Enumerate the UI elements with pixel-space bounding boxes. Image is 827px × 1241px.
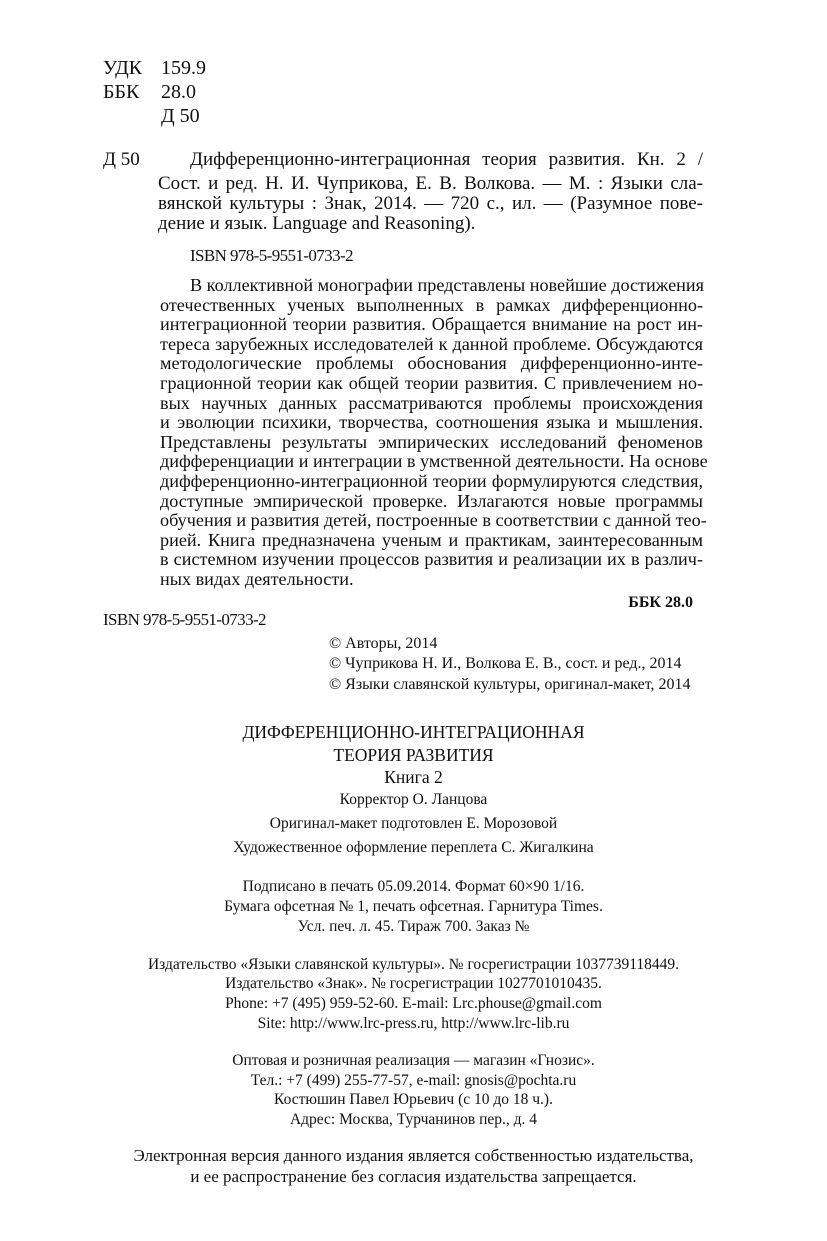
annotation-line: обучения и развития детей, построенные в соответствии с данной тео- — [160, 510, 707, 531]
annotation-line: рией. Книга предназначена ученым и практикам, заинтересованным — [160, 529, 703, 550]
author-mark-row — [103, 104, 200, 128]
bib-line: вянской культуры : Знак, 2014. — 720 с., ил. — (Разумное пове- — [158, 193, 703, 214]
bbk-row — [103, 80, 196, 104]
publisher-line: Издательство «Знак». № госрегистрации 1027701010435. — [225, 975, 602, 992]
publisher-line: Site: http://www.lrc-press.ru, http://www.lrc-lib.ru — [257, 1015, 570, 1032]
bbk-label: ББК — [103, 81, 140, 103]
annotation-line: методологические проблемы обоснования дифференционно-инте- — [160, 353, 703, 374]
annotation-line: вых научных данных рассматриваются проблемы происхождения — [160, 392, 703, 413]
publisher-line: Phone: +7 (495) 959-52-60. E-mail: Lrc.phouse@gmail.com — [225, 995, 602, 1012]
annotation-line: в системном изучении процессов развития и реализации их в различ- — [160, 549, 703, 570]
imprint-layout: Оригинал-макет подготовлен Е. Морозовой — [269, 815, 558, 832]
author-mark: Д 50 — [161, 105, 200, 127]
bib-line: дение и язык. Language and Reasoning). — [158, 213, 476, 234]
imprint-design: Художественное оформление переплета С. Жигалкина — [233, 839, 594, 856]
annotation-line: доступные эмпирической проверке. Излагаются новые программы — [160, 490, 703, 511]
copyright-line: © Языки славянской культуры, оригинал-макет, 2014 — [329, 676, 691, 693]
bbk-value: 28.0 — [161, 81, 196, 103]
bib-line: Дифференционно-интеграционная теория развития. Кн. 2 / — [190, 149, 703, 170]
print-info: Усл. печ. л. 45. Тираж 700. Заказ № — [297, 918, 530, 935]
sales-line: Адрес: Москва, Турчанинов пер., д. 4 — [289, 1111, 538, 1128]
udk-value: 159.9 — [161, 57, 206, 79]
sales-line: Оптовая и розничная реализация — магазин «Гнозис». — [232, 1052, 595, 1069]
sales-line: Тел.: +7 (499) 255-77-57, e-mail: gnosis@pochta.ru — [250, 1072, 577, 1089]
bbk-bottom: ББК 28.0 — [628, 594, 693, 611]
imprint-corrector: Корректор О. Ланцова — [339, 791, 488, 808]
isbn-main: ISBN 978-5-9551-0733-2 — [103, 610, 266, 629]
annotation-line: тереса зарубежных исследователей к данной проблеме. Обсуждаются — [160, 333, 703, 354]
imprint-title: ТЕОРИЯ РАЗВИТИЯ — [333, 745, 494, 765]
bib-mark: Д 50 — [103, 149, 140, 170]
copyright-line: © Авторы, 2014 — [329, 635, 438, 652]
footer-notice: и ее распространение без согласия издательства запрещается. — [190, 1167, 637, 1186]
bib-line: Сост. и ред. Н. И. Чуприкова, Е. В. Волкова. — М. : Языки сла- — [158, 173, 703, 194]
annotation-line: дифференциации и интеграции в умственной деятельности. На основе — [160, 451, 708, 472]
bib-isbn: ISBN 978-5-9551-0733-2 — [190, 246, 353, 265]
annotation-line: отечественных ученых выполненных в рамках дифференционно- — [160, 294, 703, 315]
annotation-line: дифференционно-интеграционной теории формулируются следствия, — [160, 471, 703, 491]
imprint-book: Книга 2 — [384, 767, 443, 787]
imprint-title: ДИФФЕРЕНЦИОННО-ИНТЕГРАЦИОННАЯ — [242, 722, 585, 742]
annotation-line: ных видах деятельности. — [160, 569, 354, 589]
print-info: Подписано в печать 05.09.2014. Формат 60×90 1/16. — [242, 878, 585, 895]
copyright-line: © Чуприкова Н. И., Волкова Е. В., сост. и ред., 2014 — [329, 655, 682, 672]
footer-notice: Электронная версия данного издания является собственностью издательства, — [133, 1146, 694, 1165]
annotation-line: грационной теории как общей теории развития. С привлечением но- — [160, 373, 703, 393]
sales-line: Костюшин Павел Юрьевич (с 10 до 18 ч.). — [274, 1091, 553, 1108]
udk-label: УДК — [103, 57, 143, 79]
print-info: Бумага офсетная № 1, печать офсетная. Гарнитура Times. — [224, 898, 603, 915]
udk-row — [103, 56, 206, 80]
publisher-line: Издательство «Языки славянской культуры». № госрегистрации 1037739118449. — [147, 956, 680, 973]
annotation-line: и эволюции психики, творчества, соотношения языка и мышления. — [160, 412, 703, 433]
annotation-line: интеграционной теории развития. Обращается внимание на рост ин- — [160, 314, 703, 335]
annotation-line: Представлены результаты эмпирических исследований феноменов — [160, 431, 703, 452]
annotation-line: В коллективной монографии представлены новейшие достижения — [190, 275, 704, 295]
